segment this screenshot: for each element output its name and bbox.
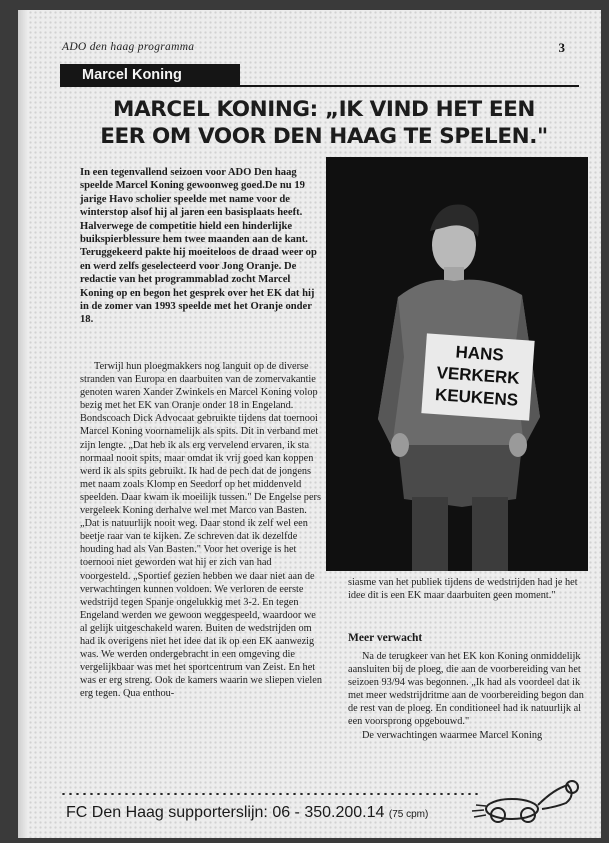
- page-number: 3: [558, 40, 565, 55]
- body-column-right-top: [348, 576, 588, 602]
- player-photo: [326, 157, 588, 571]
- intro-paragraph: In een tegenvallend seizoen voor ADO Den haag speelde Marcel Koning gewoonweg goed.De nu 19 jarige Havo scholier speelde met name voor de winterstop alsof hij al jaren een basisplaats heeft. Halverwege de competitie hield een hinderlijke buikspierblessure hem twee maanden aan de kant. Teruggekeerd pakte hij moeiteloos de draad weer op en werd zelfs geselecteerd voor Jong Oranje. De redactie van het programmablad zocht Marcel Koning op en begon het gesprek over het EK dat hij in de zomer van 1993 speelde met het Oranje onder 18.: [80, 167, 317, 326]
- footer-rate: (75 cpm): [388, 809, 429, 820]
- magazine-page: [18, 10, 601, 838]
- headline-line-2: EER OM VOOR DEN HAAG TE SPELEN.": [100, 124, 548, 149]
- footer-supporters-line: [66, 804, 428, 822]
- header-rule: [60, 85, 579, 87]
- subheading: Meer verwacht: [348, 632, 423, 644]
- headline: [60, 96, 588, 150]
- body-column-right: [348, 650, 588, 742]
- body-right-continuation: siasme van het publiek tijdens de wedstrijden had je het idee dit is een EK maar daarbuiten geen moment.": [348, 577, 578, 602]
- footer-dotted-rule: [60, 792, 480, 796]
- body-right-paragraph: Na de terugkeer van het EK kon Koning onmiddelijk aansluiten bij de ploeg, die aan de voorbereiding van het seizoen 93/94 was begonnen. „Ik had als voordeel dat ik met meer wedstrijdritme aan de voorbereiding begon dan de rest van de ploeg. En conditioneel had ik natuurlijk al een voorsprong opgebouwd.": [348, 651, 584, 728]
- shirt-line-1: HANS: [454, 342, 505, 365]
- page-spine: [18, 10, 28, 838]
- body-left-paragraph: Terwijl hun ploegmakkers nog languit op de diverse stranden van Europa en daarbuiten van de zomervakantie genoten waren Xander Zwinkels en Marcel Koning volop bezig met het EK van Oranje onder 18 in Engeland. Bondscoach Dick Advocaat gebruikte tijdens dat toernooi Marcel Koning voornamelijk als spits. Dit in verband met zijn lengte. „Dat heb ik als erg vervelend ervaren, ik sta normaal nooit spits, maar omdat ik vrij goed kan koppen werd ik als spits gebruikt. Ik had de pech dat de jongens met naam zoals Klomp en Seedorf op het middenveld speelden. Daar kwam ik moeilijk tussen." De Engelse pers vergeleek Koning derhalve wel met Marco van Basten. „Dat is natuurlijk nooit weg. Daar stond ik zelf wel een beetje raar van te kijken. Ze schreven dat ik dezelfde houding had als Van Basten." Voor het overige is het toernooi niet geworden wat hij er zich van had voorgesteld. „Sportief gezien hebben we daar niet aan de verwachtingen kunnen voldoen. We verloren de eerste wedstrijd tegen Spanje ongelukkig met 3-2. En tegen Engeland werden we gewoon weggespeeld, waardoor we al gelijk uitgeschakeld waren. Buiten de wedstrijden om had ik overigens niet het idee dat ik op een EK aanwezig was. We werden ondergebracht in een omgeving die vergelijkbaar was met het sportcentrum van Zeist. En het was er erg streng. Ook de kamers waarin we sliepen vielen erg tegen. Qua enthou-: [80, 361, 322, 700]
- name-bar: Marcel Koning: [60, 64, 240, 86]
- body-column-left: [80, 360, 323, 700]
- player-photo-illustration: [326, 157, 588, 571]
- mascot-illustration-icon: [468, 775, 588, 827]
- shirt-line-2: VERKERK: [435, 363, 521, 388]
- headline-line-1: MARCEL KONING: „IK VIND HET EEN: [113, 97, 535, 122]
- running-head: ADO den haag programma: [62, 41, 195, 53]
- footer-label: FC Den Haag supporterslijn: 06 - 350.200.14: [66, 804, 385, 821]
- shirt-line-3: KEUKENS: [434, 385, 519, 410]
- body-right-last-line: De verwachtingen waarmee Marcel Koning: [362, 729, 543, 741]
